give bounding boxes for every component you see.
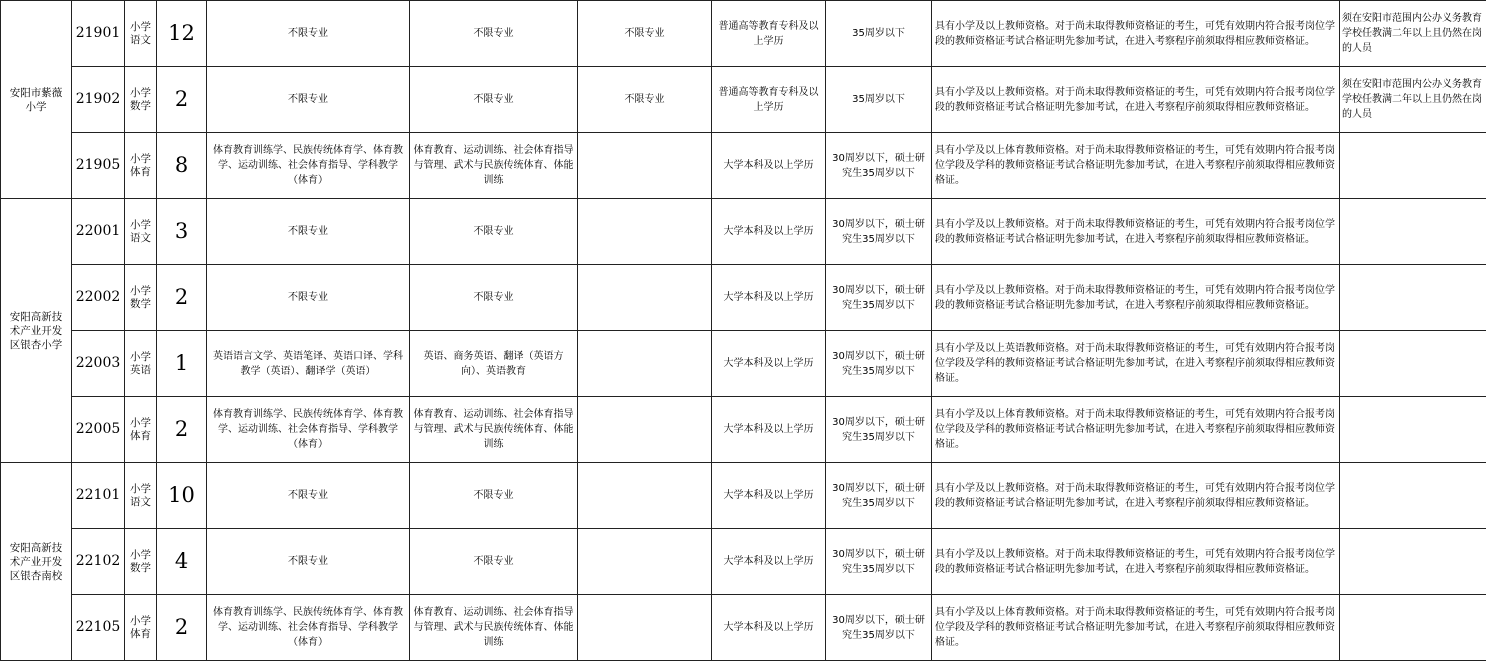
qualification-requirement: 具有小学及以上教师资格。对于尚未取得教师资格证的考生，可凭有效期内符合报考岗位学段的教师资格证考试合格证明先参加考试，在进入考察程序前须取得相应教师资格证。 [932, 265, 1340, 331]
major-undergrad: 体育教育训练学、民族传统体育学、体育教学、运动训练、社会体育指导、学科教学（体育） [207, 397, 410, 463]
major-postgrad: 不限专业 [410, 463, 578, 529]
table-row [1, 1, 1486, 67]
major-postgrad: 体育教育、运动训练、社会体育指导与管理、武术与民族传统体育、体能训练 [410, 397, 578, 463]
other-requirement: 须在安阳市范围内公办义务教育学校任教满二年以上且仍然在岗的人员 [1340, 1, 1486, 67]
quota-count: 2 [157, 67, 207, 133]
major-junior-college [578, 133, 712, 199]
quota-count: 2 [157, 397, 207, 463]
age-requirement: 30周岁以下，硕士研究生35周岁以下 [826, 265, 932, 331]
subject-cell: 小学体育 [125, 133, 157, 199]
quota-count: 8 [157, 133, 207, 199]
table-row [1, 595, 1486, 661]
major-junior-college [578, 397, 712, 463]
subject-cell: 小学数学 [125, 67, 157, 133]
subject-cell: 小学英语 [125, 331, 157, 397]
qualification-requirement: 具有小学及以上教师资格。对于尚未取得教师资格证的考生，可凭有效期内符合报考岗位学段的教师资格证考试合格证明先参加考试，在进入考察程序前须取得相应教师资格证。 [932, 463, 1340, 529]
qualification-requirement: 具有小学及以上体育教师资格。对于尚未取得教师资格证的考生，可凭有效期内符合报考岗位学段及学科的教师资格证考试合格证明先参加考试，在进入考察程序前须取得相应教师资格证。 [932, 397, 1340, 463]
major-junior-college [578, 331, 712, 397]
qualification-requirement: 具有小学及以上体育教师资格。对于尚未取得教师资格证的考生，可凭有效期内符合报考岗位学段及学科的教师资格证考试合格证明先参加考试，在进入考察程序前须取得相应教师资格证。 [932, 133, 1340, 199]
major-postgrad: 体育教育、运动训练、社会体育指导与管理、武术与民族传统体育、体能训练 [410, 595, 578, 661]
position-code: 22105 [72, 595, 125, 661]
education-requirement: 大学本科及以上学历 [712, 595, 826, 661]
age-requirement: 30周岁以下，硕士研究生35周岁以下 [826, 133, 932, 199]
education-requirement: 大学本科及以上学历 [712, 397, 826, 463]
position-code: 22003 [72, 331, 125, 397]
major-undergrad: 不限专业 [207, 199, 410, 265]
major-postgrad: 不限专业 [410, 265, 578, 331]
major-junior-college [578, 595, 712, 661]
table-row [1, 265, 1486, 331]
other-requirement [1340, 265, 1486, 331]
age-requirement: 30周岁以下，硕士研究生35周岁以下 [826, 529, 932, 595]
subject-cell: 小学语文 [125, 463, 157, 529]
qualification-requirement: 具有小学及以上教师资格。对于尚未取得教师资格证的考生，可凭有效期内符合报考岗位学段的教师资格证考试合格证明先参加考试，在进入考察程序前须取得相应教师资格证。 [932, 1, 1340, 67]
other-requirement [1340, 595, 1486, 661]
major-undergrad: 不限专业 [207, 67, 410, 133]
subject-cell: 小学语文 [125, 1, 157, 67]
age-requirement: 30周岁以下，硕士研究生35周岁以下 [826, 595, 932, 661]
table-row [1, 397, 1486, 463]
education-requirement: 大学本科及以上学历 [712, 133, 826, 199]
quota-count: 1 [157, 331, 207, 397]
age-requirement: 30周岁以下，硕士研究生35周岁以下 [826, 463, 932, 529]
education-requirement: 大学本科及以上学历 [712, 463, 826, 529]
position-code: 21901 [72, 1, 125, 67]
quota-count: 2 [157, 595, 207, 661]
qualification-requirement: 具有小学及以上教师资格。对于尚未取得教师资格证的考生，可凭有效期内符合报考岗位学段的教师资格证考试合格证明先参加考试，在进入考察程序前须取得相应教师资格证。 [932, 529, 1340, 595]
quota-count: 12 [157, 1, 207, 67]
major-undergrad: 不限专业 [207, 265, 410, 331]
unit-cell: 安阳高新技术产业开发区银杏南校 [1, 463, 72, 661]
major-undergrad: 不限专业 [207, 1, 410, 67]
position-code: 22005 [72, 397, 125, 463]
position-code: 22101 [72, 463, 125, 529]
major-postgrad: 体育教育、运动训练、社会体育指导与管理、武术与民族传统体育、体能训练 [410, 133, 578, 199]
table-row [1, 331, 1486, 397]
major-junior-college [578, 199, 712, 265]
age-requirement: 30周岁以下，硕士研究生35周岁以下 [826, 397, 932, 463]
subject-cell: 小学语文 [125, 199, 157, 265]
qualification-requirement: 具有小学及以上教师资格。对于尚未取得教师资格证的考生，可凭有效期内符合报考岗位学段的教师资格证考试合格证明先参加考试，在进入考察程序前须取得相应教师资格证。 [932, 67, 1340, 133]
other-requirement: 须在安阳市范围内公办义务教育学校任教满二年以上且仍然在岗的人员 [1340, 67, 1486, 133]
age-requirement: 35周岁以下 [826, 1, 932, 67]
major-undergrad: 不限专业 [207, 463, 410, 529]
position-code: 21902 [72, 67, 125, 133]
position-code: 22001 [72, 199, 125, 265]
age-requirement: 30周岁以下，硕士研究生35周岁以下 [826, 199, 932, 265]
major-undergrad: 英语语言文学、英语笔译、英语口译、学科教学（英语）、翻译学（英语） [207, 331, 410, 397]
other-requirement [1340, 331, 1486, 397]
table-row [1, 199, 1486, 265]
major-junior-college: 不限专业 [578, 1, 712, 67]
major-junior-college [578, 529, 712, 595]
other-requirement [1340, 199, 1486, 265]
age-requirement: 35周岁以下 [826, 67, 932, 133]
subject-cell: 小学体育 [125, 595, 157, 661]
education-requirement: 大学本科及以上学历 [712, 265, 826, 331]
major-junior-college [578, 265, 712, 331]
major-undergrad: 不限专业 [207, 529, 410, 595]
qualification-requirement: 具有小学及以上教师资格。对于尚未取得教师资格证的考生，可凭有效期内符合报考岗位学段的教师资格证考试合格证明先参加考试，在进入考察程序前须取得相应教师资格证。 [932, 199, 1340, 265]
position-code: 22102 [72, 529, 125, 595]
education-requirement: 大学本科及以上学历 [712, 199, 826, 265]
quota-count: 3 [157, 199, 207, 265]
position-code: 21905 [72, 133, 125, 199]
quota-count: 10 [157, 463, 207, 529]
education-requirement: 普通高等教育专科及以上学历 [712, 67, 826, 133]
table-row [1, 67, 1486, 133]
other-requirement [1340, 397, 1486, 463]
major-undergrad: 体育教育训练学、民族传统体育学、体育教学、运动训练、社会体育指导、学科教学（体育） [207, 133, 410, 199]
major-undergrad: 体育教育训练学、民族传统体育学、体育教学、运动训练、社会体育指导、学科教学（体育） [207, 595, 410, 661]
subject-cell: 小学体育 [125, 397, 157, 463]
major-junior-college: 不限专业 [578, 67, 712, 133]
table-body [1, 1, 1486, 661]
qualification-requirement: 具有小学及以上体育教师资格。对于尚未取得教师资格证的考生，可凭有效期内符合报考岗位学段及学科的教师资格证考试合格证明先参加考试，在进入考察程序前须取得相应教师资格证。 [932, 595, 1340, 661]
qualification-requirement: 具有小学及以上英语教师资格。对于尚未取得教师资格证的考生，可凭有效期内符合报考岗位学段及学科的教师资格证考试合格证明先参加考试，在进入考察程序前须取得相应教师资格证。 [932, 331, 1340, 397]
major-postgrad: 不限专业 [410, 199, 578, 265]
education-requirement: 普通高等教育专科及以上学历 [712, 1, 826, 67]
major-postgrad: 不限专业 [410, 529, 578, 595]
unit-cell: 安阳市紫薇小学 [1, 1, 72, 199]
education-requirement: 大学本科及以上学历 [712, 529, 826, 595]
major-postgrad: 不限专业 [410, 67, 578, 133]
unit-cell: 安阳高新技术产业开发区银杏小学 [1, 199, 72, 463]
subject-cell: 小学数学 [125, 529, 157, 595]
education-requirement: 大学本科及以上学历 [712, 331, 826, 397]
table-row [1, 133, 1486, 199]
table-row [1, 529, 1486, 595]
other-requirement [1340, 529, 1486, 595]
major-postgrad: 英语、商务英语、翻译（英语方向）、英语教育 [410, 331, 578, 397]
quota-count: 4 [157, 529, 207, 595]
position-code: 22002 [72, 265, 125, 331]
major-postgrad: 不限专业 [410, 1, 578, 67]
subject-cell: 小学数学 [125, 265, 157, 331]
age-requirement: 30周岁以下，硕士研究生35周岁以下 [826, 331, 932, 397]
major-junior-college [578, 463, 712, 529]
other-requirement [1340, 133, 1486, 199]
table-row [1, 463, 1486, 529]
quota-count: 2 [157, 265, 207, 331]
other-requirement [1340, 463, 1486, 529]
